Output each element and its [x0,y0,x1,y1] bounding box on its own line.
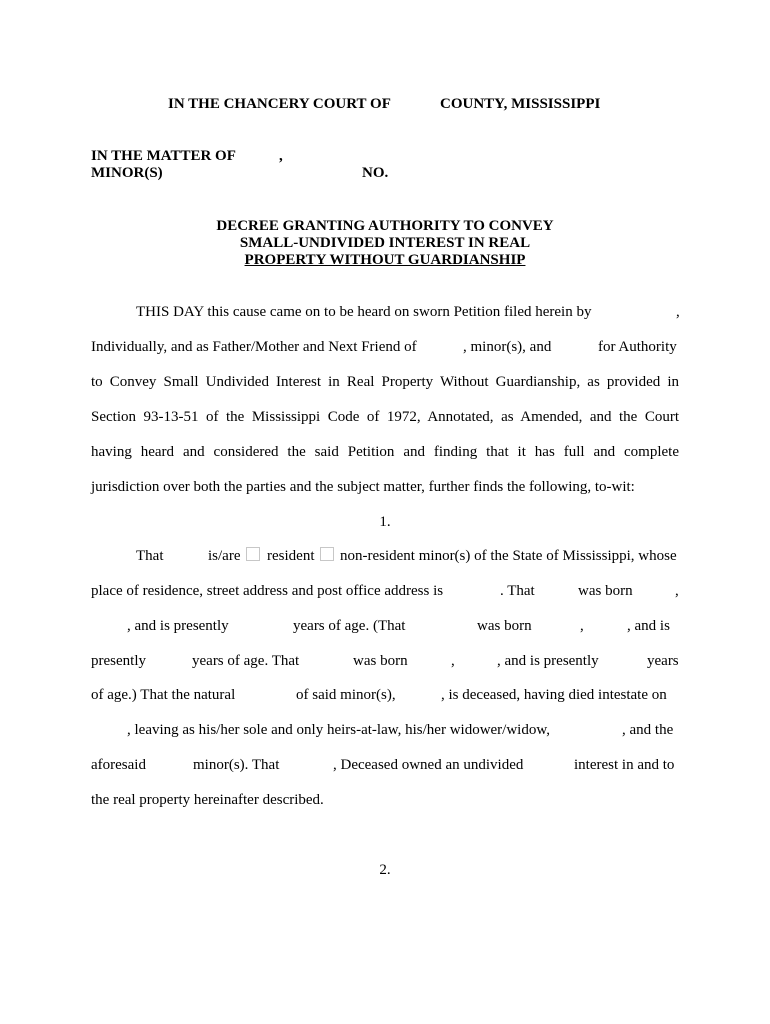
s1-line3-d: , [580,618,584,634]
para1-line5: having heard and considered the said Petition and finding that it has full and complete [91,444,679,460]
s1-line4-c: was born [353,653,408,669]
para1-line3: to Convey Small Undivided Interest in Real Property Without Guardianship, as provided in [91,374,679,390]
court-county-label: COUNTY, MISSISSIPPI [440,96,601,112]
s1-line2-c: was born [578,583,633,599]
para1-line1-comma: , [676,304,680,320]
s1-line7-a: aforesaid [91,757,146,773]
case-number-label: NO. [362,165,389,181]
matter-label: IN THE MATTER OF [91,148,236,164]
section-number-1: 1. [379,514,391,530]
s1-line4-b: years of age. That [192,653,300,669]
s1-line6-a: , leaving as his/her sole and only heirs-at-law, his/her widower/widow, [127,722,550,738]
s1-line1-that: That [136,548,164,564]
court-name-label: IN THE CHANCERY COURT OF [168,96,391,112]
s1-line2-b: . That [500,583,535,599]
s1-line7-d: interest in and to [574,757,675,773]
para1-line2-a: Individually, and as Father/Mother and Next Friend of [91,339,417,355]
matter-comma: , [279,148,283,164]
s1-line7-b: minor(s). That [193,757,280,773]
s1-line4-f: years [647,653,679,669]
s1-line2-d: , [675,583,679,599]
s1-line3-a: , and is presently [127,618,229,634]
s1-line8: the real property hereinafter described. [91,792,324,808]
document-title-line-2: SMALL-UNDIVIDED INTEREST IN REAL [239,235,531,251]
s1-line4-d: , [451,653,455,669]
para1-line6: jurisdiction over both the parties and the subject matter, further finds the following, to-wit: [91,479,635,495]
section-number-2: 2. [379,862,391,878]
s1-line1-isare: is/are [208,548,241,564]
minors-label: MINOR(S) [91,165,163,181]
s1-line3-c: was born [477,618,532,634]
s1-line5-c: , is deceased, having died intestate on [441,687,667,703]
s1-line3-b: years of age. (That [293,618,406,634]
s1-line7-c: , Deceased owned an undivided [333,757,524,773]
resident-checkbox[interactable] [246,547,260,561]
non-resident-checkbox[interactable] [320,547,334,561]
s1-line3-e: , and is [627,618,670,634]
s1-line6-b: , and the [622,722,674,738]
s1-line1-resident: resident [267,548,315,564]
para1-line2-b: , minor(s), and [463,339,552,355]
s1-line5-a: of age.) That the natural [91,687,236,703]
s1-line5-b: of said minor(s), [296,687,396,703]
s1-line2-a: place of residence, street address and post office address is [91,583,444,599]
para1-line2-c: for Authority [598,339,677,355]
document-title-line-1: DECREE GRANTING AUTHORITY TO CONVEY [216,218,554,234]
document-title-line-3: PROPERTY WITHOUT GUARDIANSHIP [244,252,526,268]
para1-line4: Section 93-13-51 of the Mississippi Code of 1972, Annotated, as Amended, and the Court [91,409,679,425]
s1-line1-nonresident: non-resident minor(s) of the State of Mississippi, whose [340,548,677,564]
para1-line1: THIS DAY this cause came on to be heard on sworn Petition filed herein by [136,304,592,320]
s1-line4-a: presently [91,653,146,669]
s1-line4-e: , and is presently [497,653,599,669]
